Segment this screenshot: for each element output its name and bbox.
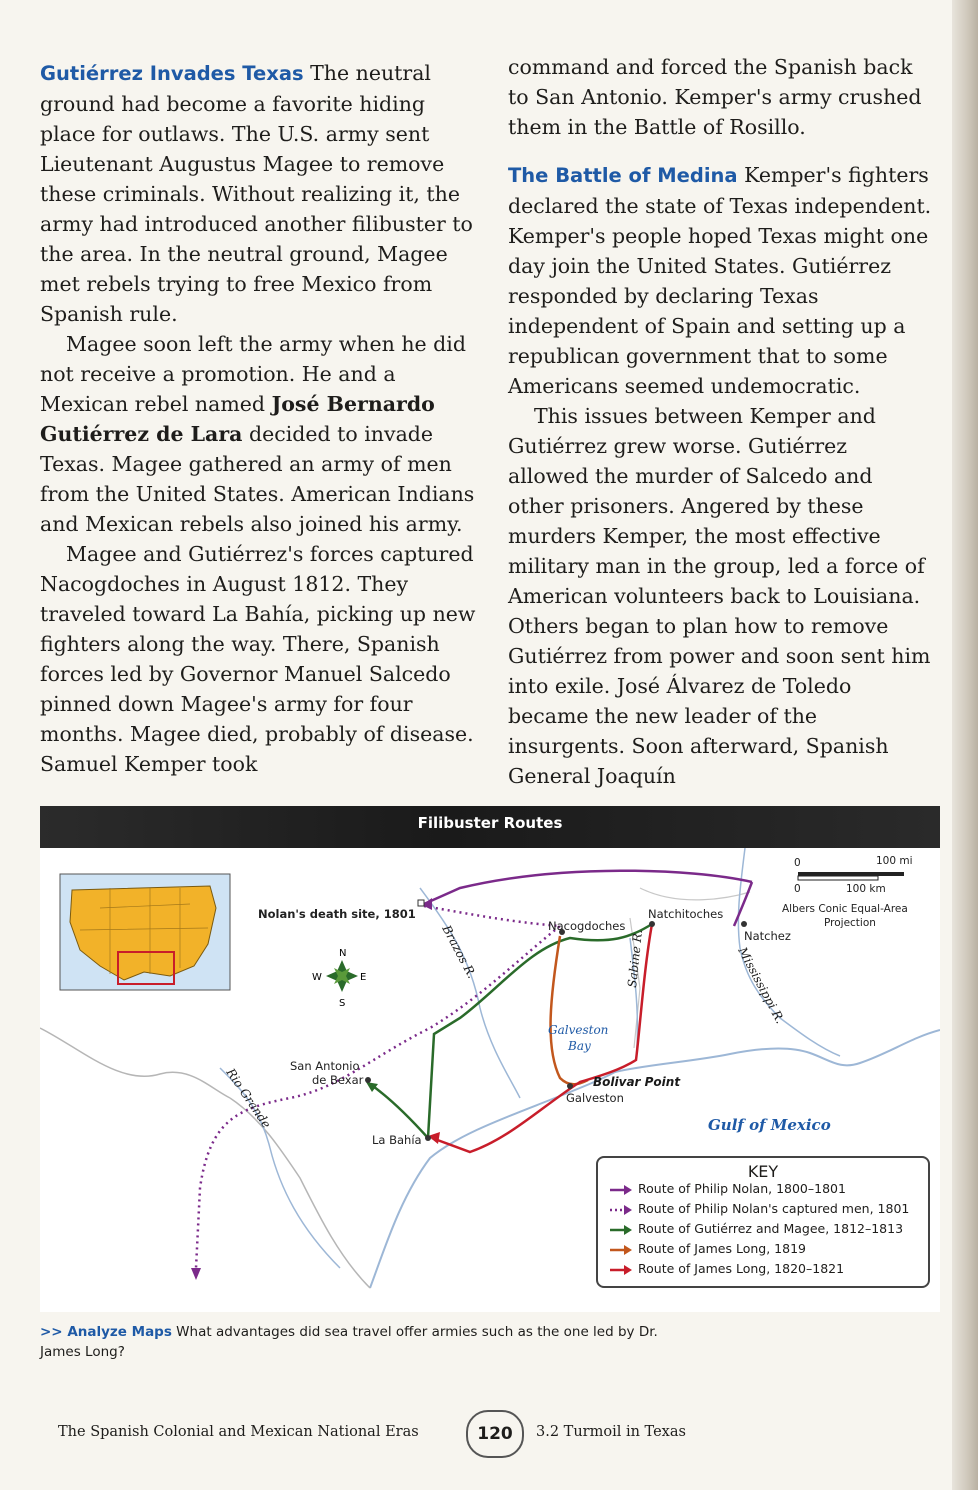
compass-rose bbox=[312, 948, 366, 1009]
footer-chapter-section: 3.2 Turmoil in Texas bbox=[536, 1424, 686, 1440]
border-line-4 bbox=[640, 888, 750, 900]
label-nacogdoches: Nacogdoches bbox=[548, 919, 626, 933]
natchitoches-marker bbox=[649, 921, 655, 927]
route-long-1819 bbox=[551, 936, 588, 1084]
route-nolan-2 bbox=[734, 882, 752, 926]
route-gutierrez-magee-2 bbox=[370, 1084, 428, 1138]
label-san-antonio-2: de Bexar bbox=[312, 1073, 364, 1087]
compass-e: E bbox=[360, 972, 367, 983]
nolan-death-marker bbox=[418, 900, 424, 906]
brazos-river bbox=[420, 888, 520, 1098]
projection-line-2: Projection bbox=[824, 917, 876, 929]
route-captured-arrow bbox=[191, 1268, 201, 1280]
right-column bbox=[508, 52, 933, 791]
scale-km: 100 km bbox=[846, 883, 886, 895]
label-mississippi-river: Mississippi R. bbox=[735, 944, 788, 1026]
right-paragraph-1: command and forced the Spanish back to San Antonio. Kemper's army crushed them in the Battle of Rosillo. bbox=[508, 55, 922, 139]
left-paragraph-1 bbox=[40, 58, 480, 329]
label-galveston-bay-1: Galveston bbox=[548, 1023, 609, 1037]
compass-s: S bbox=[339, 998, 346, 1009]
left-p2-end: decided to invade Texas. Magee gathered an army of men from the United States. American Indians and Mexican rebels also joined his army. bbox=[40, 422, 475, 536]
compass-n: N bbox=[339, 948, 347, 959]
border-line-2 bbox=[230, 1098, 370, 1288]
label-natchez: Natchez bbox=[744, 929, 791, 943]
right-paragraph-2 bbox=[508, 160, 933, 401]
key-arrow-solid-icon bbox=[608, 1183, 634, 1197]
right-paragraph-3: This issues between Kemper and Gutiérrez grew worse. Gutiérrez allowed the murder of Salcedo and other prisoners. Angered by these murders Kemper, the most effective military man in the group, led a force of American volunteers back to Louisiana. Others began to plan how to remove Gutiérrez from power and soon sent him into exile. José Álvarez de Toledo became the new leader of the insurgents. Soon afterward, Spanish General Joaquín bbox=[508, 404, 931, 788]
left-p2-start: Magee soon left the army when he did not receive a promotion. He and a Mexican rebel named bbox=[40, 332, 466, 416]
map-key bbox=[596, 1156, 930, 1288]
right-p2-text: Kemper's fighters declared the state of Texas independent. Kemper's people hoped Texas might one day join the United States. Gutiérrez responded by declaring Texas independent of Spain and setting up a republican government that to some Americans seemed undemocratic. bbox=[508, 163, 932, 398]
key-arrow-dotted-icon bbox=[608, 1203, 634, 1217]
key-item-long-1819 bbox=[598, 1241, 928, 1261]
key-label-long-1820: Route of James Long, 1820–1821 bbox=[638, 1261, 845, 1276]
route-nolan bbox=[424, 871, 752, 904]
key-title: KEY bbox=[747, 1162, 779, 1181]
label-nolan-death-site: Nolan's death site, 1801 bbox=[258, 907, 416, 921]
scale-zero-mi: 0 bbox=[794, 857, 801, 869]
label-natchitoches: Natchitoches bbox=[648, 907, 724, 921]
key-item-nolan bbox=[598, 1181, 928, 1201]
label-san-antonio-1: San Antonio bbox=[290, 1059, 360, 1073]
section-heading-medina: The Battle of Medina bbox=[508, 164, 738, 187]
map-title-bar bbox=[40, 806, 940, 848]
key-arrow-green-icon bbox=[608, 1223, 634, 1237]
key-item-long-1820 bbox=[598, 1261, 928, 1281]
scale-mi: 100 mi bbox=[876, 855, 913, 867]
page-edge bbox=[952, 0, 978, 1490]
left-column bbox=[40, 58, 480, 779]
key-label-gutierrez: Route of Gutiérrez and Magee, 1812–1813 bbox=[638, 1221, 904, 1236]
label-la-bahia: La Bahía bbox=[372, 1133, 422, 1147]
filibuster-routes-map bbox=[40, 806, 940, 1312]
label-sabine-river: Sabine R. bbox=[625, 928, 646, 989]
key-arrow-red-icon bbox=[608, 1263, 634, 1277]
label-bolivar-point: Bolivar Point bbox=[593, 1075, 681, 1089]
label-galveston-bay-2: Bay bbox=[568, 1039, 591, 1053]
projection-line-1: Albers Conic Equal-Area bbox=[782, 903, 908, 915]
analyze-maps-question: What advantages did sea travel offer armies such as the one led by Dr. James Long? bbox=[40, 1324, 658, 1360]
scale-zero-km: 0 bbox=[794, 883, 801, 895]
label-rio-grande: Rio Grande bbox=[223, 1065, 274, 1131]
galveston-marker bbox=[567, 1083, 573, 1089]
key-term-gutierrez: José Bernardo Gutiérrez de Lara bbox=[40, 392, 435, 446]
compass-w: W bbox=[312, 972, 322, 983]
page-number: 120 bbox=[466, 1410, 524, 1458]
left-paragraph-3: Magee and Gutiérrez's forces captured Nacogdoches in August 1812. They traveled toward La Bahía, picking up new fighters along the way. There, Spanish forces led by Governor Manuel Salcedo pinned down Magee's army for four months. Magee died, probably of disease. Samuel Kemper took bbox=[40, 542, 476, 776]
label-galveston: Galveston bbox=[566, 1091, 624, 1105]
footer-book-section: The Spanish Colonial and Mexican National Eras bbox=[58, 1424, 419, 1440]
key-label-captured: Route of Philip Nolan's captured men, 1801 bbox=[638, 1201, 910, 1216]
left-paragraph-2 bbox=[40, 329, 480, 539]
natchez-marker bbox=[741, 921, 747, 927]
label-gulf-of-mexico: Gulf of Mexico bbox=[708, 1116, 831, 1134]
key-label-long-1819: Route of James Long, 1819 bbox=[638, 1241, 806, 1256]
key-arrow-orange-icon bbox=[608, 1243, 634, 1257]
rio-grande-river bbox=[220, 1068, 340, 1268]
analyze-maps-label: >> Analyze Maps bbox=[40, 1324, 172, 1340]
label-brazos-river: Brazos R. bbox=[439, 922, 479, 981]
analyze-maps-caption bbox=[40, 1322, 680, 1362]
us-inset-map bbox=[60, 874, 230, 990]
key-label-nolan: Route of Philip Nolan, 1800–1801 bbox=[638, 1181, 846, 1196]
left-p1-text: The neutral ground had become a favorite hiding place for outlaws. The U.S. army sent Lieutenant Augustus Magee to remove these criminals. Without realizing it, the army had introduced another filibuster to the area. In the neutral ground, Magee met rebels trying to free Mexico from Spanish rule. bbox=[40, 61, 473, 326]
map-title: Filibuster Routes bbox=[417, 814, 563, 832]
section-heading-gutierrez: Gutiérrez Invades Texas bbox=[40, 62, 304, 85]
san-antonio-marker bbox=[365, 1077, 371, 1083]
scale-bar bbox=[782, 855, 913, 929]
la-bahia-marker bbox=[425, 1135, 431, 1141]
border-line-1 bbox=[40, 1028, 230, 1098]
key-item-gutierrez bbox=[598, 1221, 928, 1241]
key-item-captured bbox=[598, 1201, 928, 1221]
